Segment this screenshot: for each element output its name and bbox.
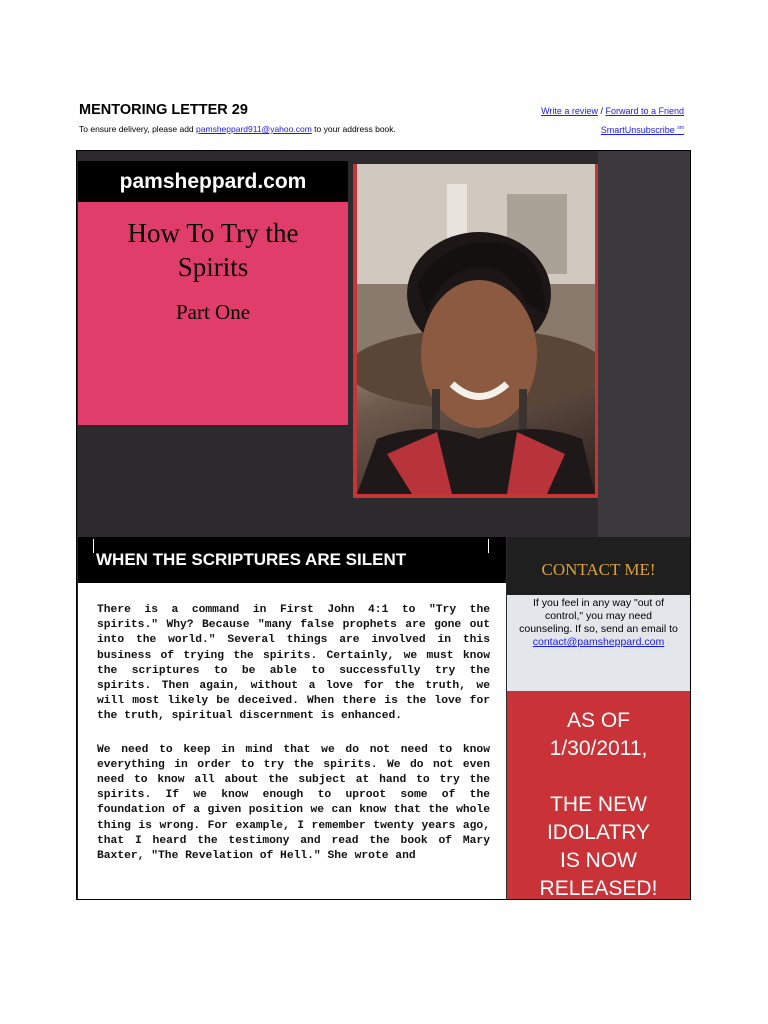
promo-line-1: AS OF [566,709,630,732]
heading-tick-left [93,539,94,553]
delivery-email-link[interactable]: pamsheppard911@yahoo.com [196,124,312,134]
unsubscribe-label: SmartUnsubscribe [600,125,675,135]
part-label: Part One [175,300,251,324]
promo-line-2: 1/30/2011, [549,737,648,760]
promo-line-6: RELEASED! [539,877,658,900]
title-line-1: How To Try the [127,218,299,248]
newsletter-frame [76,150,691,900]
delivery-prefix: To ensure delivery, please add [79,124,197,134]
contact-heading: CONTACT ME! [507,537,690,595]
title-panel [78,202,348,425]
header-actions [541,106,684,116]
unsubscribe-area [601,125,684,135]
contact-email-link[interactable]: contact@pamsheppard.com [532,636,665,648]
author-photo-frame [353,164,600,498]
contact-box [507,595,690,691]
article-paragraph-1: There is a command in First John 4:1 to "Try the spirits." Why? Because "many false prophets are gone out into the world." Several things are involved in this business of trying the spirits. Certainly, we must know the scriptures to be able to successfully try the spirits. Then again, without a love for the truth, we will most likely be deceived. When there is the love for the truth, spiritual discernment is enhanced. [97,604,490,723]
unsubscribe-link[interactable] [601,125,684,135]
book-release-promo[interactable] [507,691,690,899]
right-dark-strip [598,151,690,537]
promo-line-4: IDOLATRY [546,821,651,844]
sidebar-column [507,537,690,899]
write-review-link[interactable]: Write a review [541,106,598,116]
section-heading-bar [78,537,506,583]
article-paragraph-2: We need to keep in mind that we do not need to know everything in order to try the spirits. We do not even need to know all about the subject at hand to try the spirits. If we know enough to uproot some of the foundation of a given position we can know that the whole thing is wrong. For example, I remember twenty years ago, that I heard the testimony and read the book of Mary Baxter, "The Revelation of Hell." She wrote and [97,743,490,863]
link-separator: / [597,106,606,116]
delivery-note [79,124,396,134]
letter-title: MENTORING LETTER 29 [79,102,248,118]
promo-gap [507,763,690,791]
author-photo [357,164,595,494]
heading-tick-right [488,539,489,553]
contact-text: If you feel in any way "out of control," you may need counseling. If so, send an email to [519,597,678,635]
promo-line-3: THE NEW [550,793,647,816]
title-line-2: Spirits [177,252,249,282]
article-column [78,537,506,899]
promo-line-5: IS NOW [560,849,637,872]
section-heading: WHEN THE SCRIPTURES ARE SILENT [96,550,407,569]
delivery-suffix: to your address book. [311,124,396,134]
article-title [78,216,348,284]
forward-link[interactable]: Forward to a Friend [605,106,684,116]
unsubscribe-mark: sm [677,125,684,131]
author-photo-graphic [357,164,595,494]
article-body [97,603,490,882]
site-name: pamsheppard.com [78,161,348,202]
